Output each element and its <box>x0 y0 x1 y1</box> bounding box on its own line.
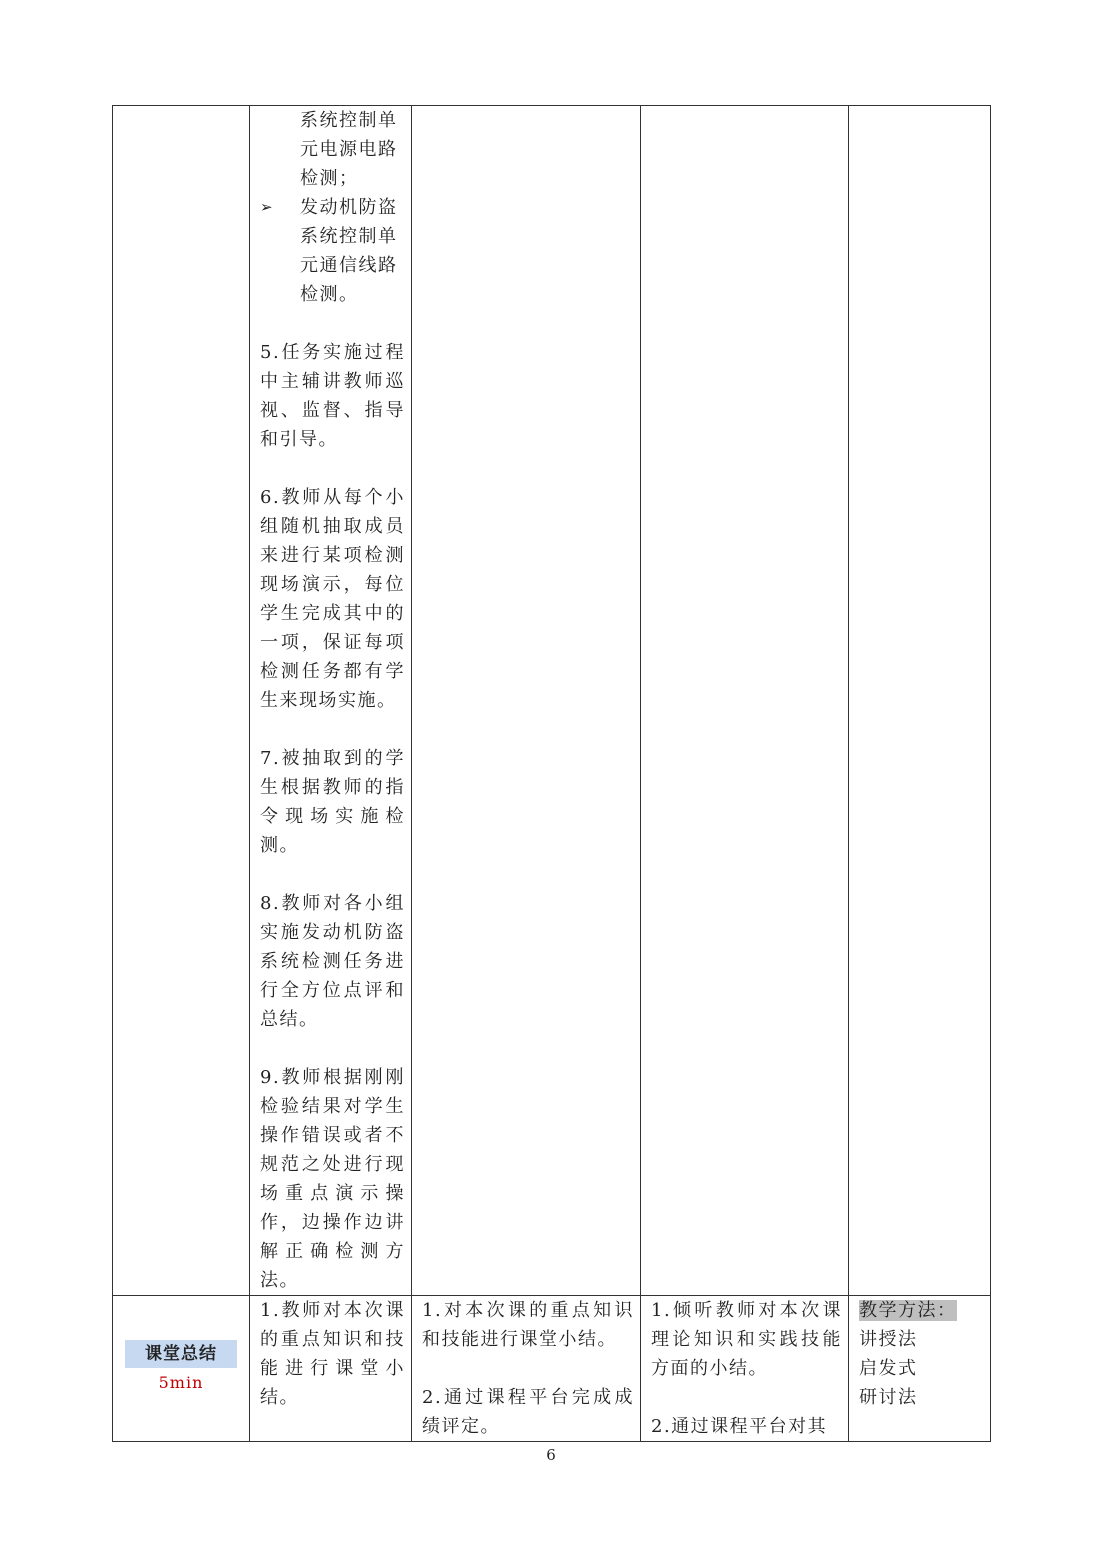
lesson-plan-table <box>112 105 991 1442</box>
method-item: 讲授法 <box>859 1329 918 1350</box>
student-activity-cell-empty <box>641 106 849 1296</box>
teacher-item-9: 9.教师根据刚刚检验结果对学生操作错误或者不规范之处进行现场重点演示操作，边操作边讲解正确检测方法。 <box>260 1067 405 1291</box>
bullet-text-line: 系统控制单 <box>300 110 398 131</box>
bullet-text-line: 系统控制单 <box>300 226 398 247</box>
arrow-bullet-icon: ➢ <box>260 198 275 216</box>
teacher-activity-cell <box>250 106 412 1296</box>
method-label: 教学方法： <box>859 1300 957 1321</box>
method-cell-empty <box>849 106 991 1296</box>
bullet-text-line: 元电源电路 <box>300 139 398 160</box>
bullet-text-line: 检测。 <box>300 284 359 305</box>
platform-summary-item-1: 1.对本次课的重点知识和技能进行课堂小结。 <box>422 1300 634 1350</box>
teacher-item-5: 5.任务实施过程中主辅讲教师巡视、监督、指导和引导。 <box>260 342 405 450</box>
method-summary-cell <box>849 1296 991 1442</box>
page-number: 6 <box>546 1446 556 1464</box>
method-item: 启发式 <box>859 1358 918 1379</box>
bullet-text-line: 发动机防盗 <box>300 197 398 218</box>
table-row-implementation <box>113 106 991 1296</box>
bullet-item-power-circuit <box>260 106 405 193</box>
table-row-summary <box>113 1296 991 1442</box>
student-summary-cell <box>641 1296 849 1442</box>
bullet-text-line: 元通信线路 <box>300 255 398 276</box>
student-summary-item-2: 2.通过课程平台对其 <box>651 1416 828 1437</box>
stage-time: 5min <box>158 1373 204 1392</box>
teacher-item-6: 6.教师从每个小组随机抽取成员来进行某项检测现场演示，每位学生完成其中的一项，保证每项检测任务都有学生来现场实施。 <box>260 487 405 711</box>
stage-title: 课堂总结 <box>125 1340 237 1368</box>
method-item: 研讨法 <box>859 1387 918 1408</box>
platform-summary-item-2: 2.通过课程平台完成成绩评定。 <box>422 1387 634 1437</box>
stage-cell-summary <box>113 1296 250 1442</box>
bullet-item-comm-circuit <box>260 193 405 309</box>
student-summary-item-1: 1.倾听教师对本次课理论知识和实践技能方面的小结。 <box>651 1300 842 1379</box>
stage-cell-empty <box>113 106 250 1296</box>
teacher-summary-item: 1.教师对本次课的重点知识和技能进行课堂小结。 <box>260 1300 405 1408</box>
platform-activity-cell-empty <box>412 106 641 1296</box>
teacher-item-8: 8.教师对各小组实施发动机防盗系统检测任务进行全方位点评和总结。 <box>260 893 405 1030</box>
teacher-item-7: 7.被抽取到的学生根据教师的指令现场实施检测。 <box>260 748 405 856</box>
teacher-summary-cell <box>250 1296 412 1442</box>
platform-summary-cell <box>412 1296 641 1442</box>
bullet-text-line: 检测； <box>300 168 359 189</box>
